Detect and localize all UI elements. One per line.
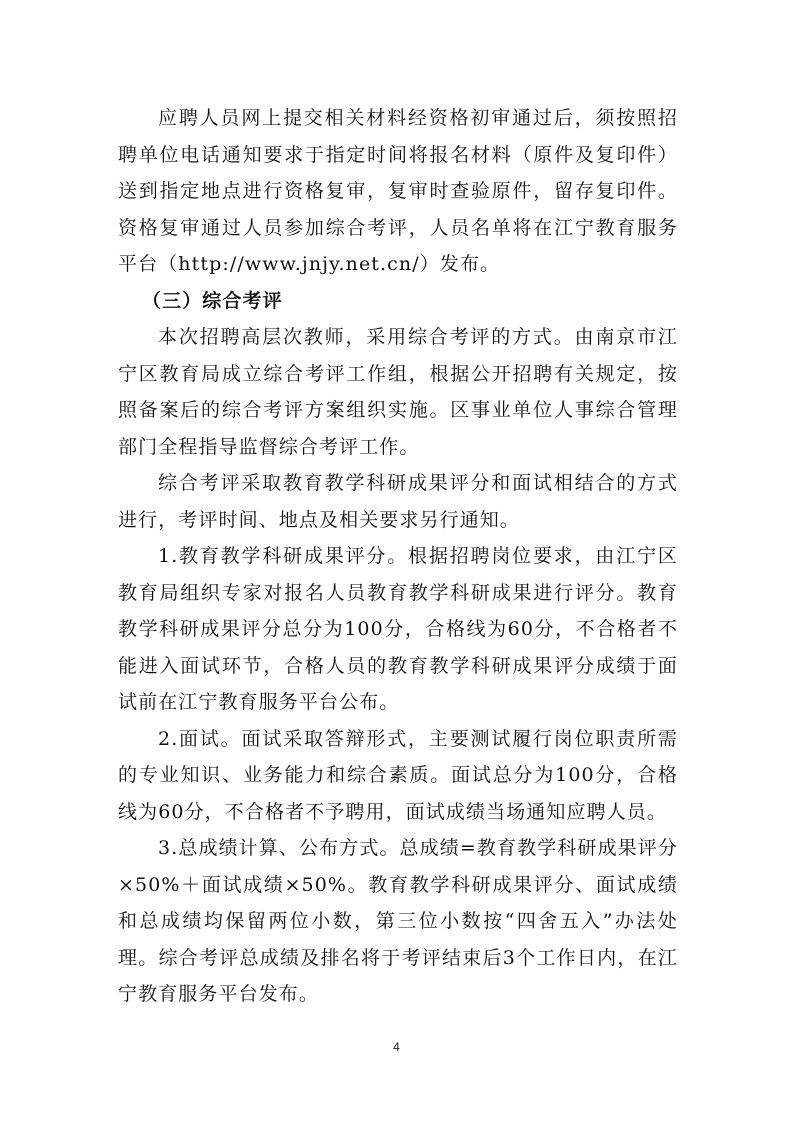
paragraph-research-scoring: 1.教育教学科研成果评分。根据招聘岗位要求，由江宁区教育局组织专家对报名人员教育教学科研成果进行评分。教育教学科研成果评分总分为100分，合格线为60分，不合格者不能进入面试环节，合格人员的教育教学科研成果评分成绩于面试前在江宁教育服务平台公布。 <box>118 545 678 713</box>
paragraph-evaluation-method: 本次招聘高层次教师，采用综合考评的方式。由南京市江宁区教育局成立综合考评工作组，根据公开招聘有关规定，按照备案后的综合考评方案组织实施。区事业单位人事综合管理部门全程指导监督综合考评工作。 <box>118 326 678 458</box>
paragraph-qualification-review: 应聘人员网上提交相关材料经资格初审通过后，须按照招聘单位电话通知要求于指定时间将报名材料（原件及复印件）送到指定地点进行资格复审，复审时查验原件，留存复印件。资格复审通过人员参加综合考评，人员名单将在江宁教育服务平台（http://www.jnjy.net.cn/）发布。 <box>118 107 678 275</box>
page-number: 4 <box>393 1040 400 1054</box>
paragraph-interview: 2.面试。面试采取答辩形式，主要测试履行岗位职责所需的专业知识、业务能力和综合素质。面试总分为100分，合格线为60分，不合格者不予聘用，面试成绩当场通知应聘人员。 <box>118 727 678 823</box>
paragraph-evaluation-composition: 综合考评采取教育教学科研成果评分和面试相结合的方式进行，考评时间、地点及相关要求另行通知。 <box>118 472 678 531</box>
paragraph-total-score: 3.总成绩计算、公布方式。总成绩=教育教学科研成果评分×50%＋面试成绩×50%。教育教学科研成果评分、面试成绩和总成绩均保留两位小数，第三位小数按“四舍五入”办法处理。综合考评总成绩及排名将于考评结束后3个工作日内，在江宁教育服务平台发布。 <box>118 837 678 1005</box>
section-heading-comprehensive-evaluation: （三）综合考评 <box>142 289 283 312</box>
